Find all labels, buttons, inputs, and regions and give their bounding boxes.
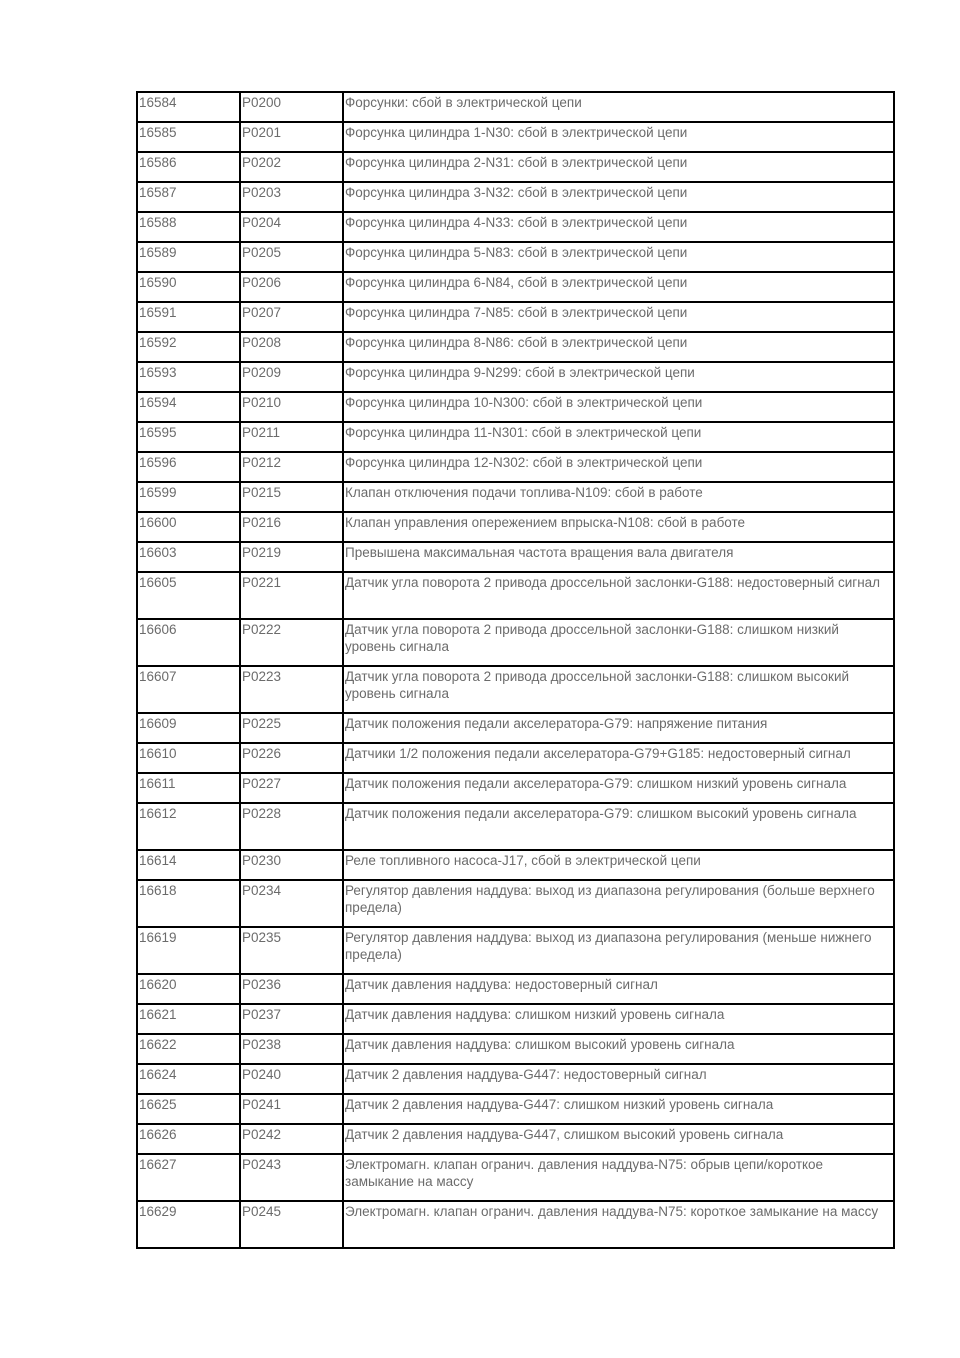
obd-code-cell: P0200 [240,92,343,122]
error-number-cell: 16611 [137,773,240,803]
obd-code-cell: P0210 [240,392,343,422]
table-row [137,422,894,452]
error-number-cell: 16609 [137,713,240,743]
error-number-cell: 16619 [137,927,240,974]
description-cell: Форсунка цилиндра 8-N86: сбой в электрической цепи [343,332,894,362]
error-number-cell: 16606 [137,619,240,666]
table-row [137,362,894,392]
table-row [137,1064,894,1094]
obd-code-cell: P0240 [240,1064,343,1094]
obd-code-cell: P0238 [240,1034,343,1064]
table-row [137,974,894,1004]
table-row [137,1154,894,1201]
description-cell: Датчик 2 давления наддува-G447: слишком низкий уровень сигнала [343,1094,894,1124]
table-row [137,927,894,974]
description-cell: Датчик 2 давления наддува-G447, слишком высокий уровень сигнала [343,1124,894,1154]
error-number-cell: 16584 [137,92,240,122]
obd-code-cell: P0211 [240,422,343,452]
description-cell: Форсунки: сбой в электрической цепи [343,92,894,122]
description-cell: Реле топливного насоса-J17, сбой в электрической цепи [343,850,894,880]
description-cell: Датчик угла поворота 2 привода дроссельной заслонки-G188: слишком низкий уровень сигнала [343,619,894,666]
obd-code-cell: P0226 [240,743,343,773]
table-row [137,1124,894,1154]
table-row [137,272,894,302]
table-row [137,743,894,773]
error-number-cell: 16627 [137,1154,240,1201]
obd-code-cell: P0215 [240,482,343,512]
description-cell: Электромагн. клапан огранич. давления наддува-N75: обрыв цепи/короткое замыкание на массу [343,1154,894,1201]
document-page [136,91,893,1249]
description-cell: Форсунка цилиндра 1-N30: сбой в электрической цепи [343,122,894,152]
table-row [137,122,894,152]
description-cell: Датчик положения педали акселератора-G79: слишком низкий уровень сигнала [343,773,894,803]
table-row [137,1094,894,1124]
table-row [137,482,894,512]
obd-code-cell: P0241 [240,1094,343,1124]
obd-code-cell: P0216 [240,512,343,542]
table-row [137,666,894,713]
obd-code-cell: P0245 [240,1201,343,1248]
description-cell: Форсунка цилиндра 3-N32: сбой в электрической цепи [343,182,894,212]
obd-code-cell: P0203 [240,182,343,212]
obd-code-cell: P0242 [240,1124,343,1154]
table-row [137,1034,894,1064]
error-number-cell: 16585 [137,122,240,152]
obd-code-cell: P0221 [240,572,343,619]
obd-code-cell: P0237 [240,1004,343,1034]
obd-code-cell: P0230 [240,850,343,880]
obd-code-cell: P0243 [240,1154,343,1201]
table-row [137,92,894,122]
table-row [137,302,894,332]
obd-code-cell: P0212 [240,452,343,482]
error-number-cell: 16600 [137,512,240,542]
error-number-cell: 16593 [137,362,240,392]
description-cell: Форсунка цилиндра 4-N33: сбой в электрической цепи [343,212,894,242]
table-row [137,1004,894,1034]
table-row [137,880,894,927]
obd-code-cell: P0222 [240,619,343,666]
table-row [137,773,894,803]
table-row [137,713,894,743]
description-cell: Форсунка цилиндра 5-N83: сбой в электрической цепи [343,242,894,272]
error-number-cell: 16622 [137,1034,240,1064]
error-number-cell: 16614 [137,850,240,880]
error-number-cell: 16625 [137,1094,240,1124]
description-cell: Клапан отключения подачи топлива-N109: сбой в работе [343,482,894,512]
description-cell: Форсунка цилиндра 12-N302: сбой в электрической цепи [343,452,894,482]
description-cell: Датчики 1/2 положения педали акселератора-G79+G185: недостоверный сигнал [343,743,894,773]
description-cell: Превышена максимальная частота вращения вала двигателя [343,542,894,572]
error-number-cell: 16590 [137,272,240,302]
obd-code-cell: P0204 [240,212,343,242]
table-row [137,512,894,542]
error-number-cell: 16588 [137,212,240,242]
description-cell: Датчик положения педали акселератора-G79: напряжение питания [343,713,894,743]
table-row [137,452,894,482]
obd-code-cell: P0219 [240,542,343,572]
error-number-cell: 16595 [137,422,240,452]
description-cell: Форсунка цилиндра 2-N31: сбой в электрической цепи [343,152,894,182]
description-cell: Электромагн. клапан огранич. давления наддува-N75: короткое замыкание на массу [343,1201,894,1248]
description-cell: Датчик положения педали акселератора-G79: слишком высокий уровень сигнала [343,803,894,850]
description-cell: Клапан управления опережением впрыска-N108: сбой в работе [343,512,894,542]
error-number-cell: 16586 [137,152,240,182]
error-number-cell: 16592 [137,332,240,362]
description-cell: Датчик давления наддува: недостоверный сигнал [343,974,894,1004]
error-number-cell: 16599 [137,482,240,512]
description-cell: Датчик давления наддува: слишком низкий уровень сигнала [343,1004,894,1034]
table-row [137,332,894,362]
obd-code-cell: P0223 [240,666,343,713]
description-cell: Форсунка цилиндра 6-N84, сбой в электрической цепи [343,272,894,302]
table-row [137,542,894,572]
obd-code-cell: P0201 [240,122,343,152]
error-number-cell: 16621 [137,1004,240,1034]
obd-code-cell: P0209 [240,362,343,392]
error-number-cell: 16624 [137,1064,240,1094]
error-number-cell: 16603 [137,542,240,572]
obd-code-cell: P0234 [240,880,343,927]
obd-code-cell: P0208 [240,332,343,362]
error-number-cell: 16596 [137,452,240,482]
obd-code-cell: P0205 [240,242,343,272]
description-cell: Регулятор давления наддува: выход из диапазона регулирования (меньше нижнего предела) [343,927,894,974]
table-row [137,212,894,242]
error-number-cell: 16587 [137,182,240,212]
description-cell: Регулятор давления наддува: выход из диапазона регулирования (больше верхнего предела) [343,880,894,927]
obd-code-cell: P0202 [240,152,343,182]
description-cell: Форсунка цилиндра 11-N301: сбой в электрической цепи [343,422,894,452]
error-number-cell: 16605 [137,572,240,619]
error-number-cell: 16612 [137,803,240,850]
error-number-cell: 16594 [137,392,240,422]
fault-code-table [136,91,895,1249]
description-cell: Датчик 2 давления наддува-G447: недостоверный сигнал [343,1064,894,1094]
description-cell: Датчик угла поворота 2 привода дроссельной заслонки-G188: слишком высокий уровень сигнала [343,666,894,713]
error-number-cell: 16629 [137,1201,240,1248]
error-number-cell: 16618 [137,880,240,927]
table-row [137,850,894,880]
obd-code-cell: P0225 [240,713,343,743]
table-row [137,392,894,422]
obd-code-cell: P0207 [240,302,343,332]
error-number-cell: 16591 [137,302,240,332]
error-number-cell: 16610 [137,743,240,773]
obd-code-cell: P0235 [240,927,343,974]
obd-code-cell: P0227 [240,773,343,803]
obd-code-cell: P0206 [240,272,343,302]
description-cell: Датчик давления наддува: слишком высокий уровень сигнала [343,1034,894,1064]
description-cell: Форсунка цилиндра 10-N300: сбой в электрической цепи [343,392,894,422]
table-row [137,1201,894,1248]
description-cell: Датчик угла поворота 2 привода дроссельной заслонки-G188: недостоверный сигнал [343,572,894,619]
table-row [137,803,894,850]
error-number-cell: 16607 [137,666,240,713]
obd-code-cell: P0236 [240,974,343,1004]
table-row [137,182,894,212]
fault-code-table-body [137,92,894,1248]
description-cell: Форсунка цилиндра 9-N299: сбой в электрической цепи [343,362,894,392]
table-row [137,572,894,619]
obd-code-cell: P0228 [240,803,343,850]
error-number-cell: 16620 [137,974,240,1004]
table-row [137,619,894,666]
error-number-cell: 16589 [137,242,240,272]
description-cell: Форсунка цилиндра 7-N85: сбой в электрической цепи [343,302,894,332]
table-row [137,152,894,182]
table-row [137,242,894,272]
error-number-cell: 16626 [137,1124,240,1154]
